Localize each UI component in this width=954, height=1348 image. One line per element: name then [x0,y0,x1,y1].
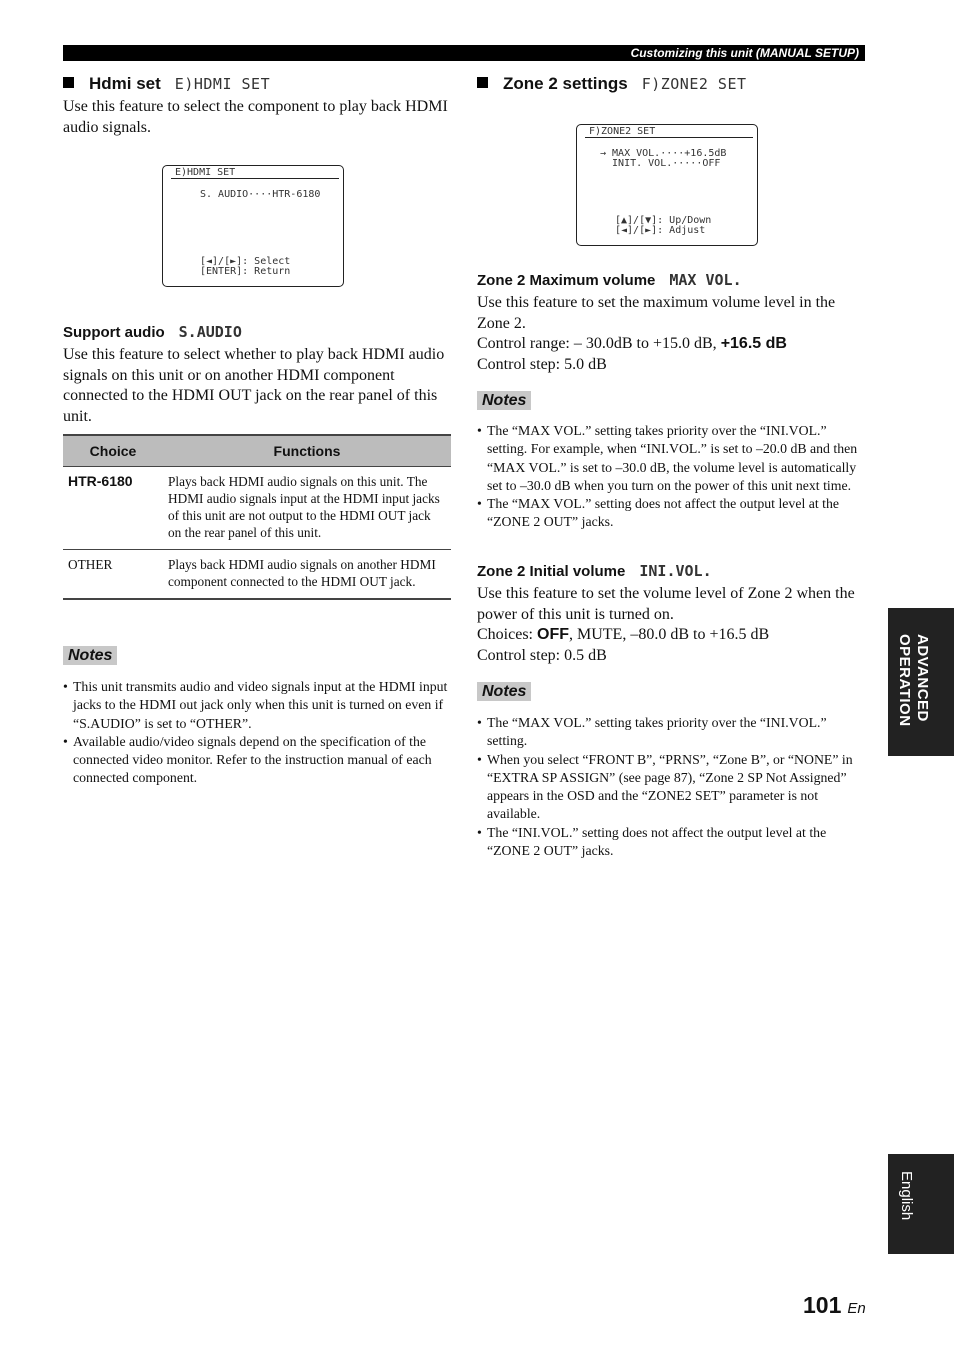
lcd-inivol-line: INIT. VOL.·····OFF [600,158,721,169]
max-volume-notes [477,422,865,532]
page-number-block [803,1292,866,1319]
lcd-divider [171,178,339,179]
initial-volume-text [477,584,867,666]
initial-volume-desc: Use this feature to set the volume level of Zone 2 when the power of this unit is turned on. [477,585,855,623]
range-prefix: Control range: – 30.0dB to +15.0 dB, [477,335,721,352]
page-lang-code: En [847,1300,866,1317]
hdmi-set-code: E)HDMI SET [174,75,271,93]
choice-table [63,434,451,600]
list-item: • The “MAX VOL.” setting does not affect the output level at the “ZONE 2 OUT” jacks. [477,495,865,532]
lcd-title: E)HDMI SET [175,167,236,178]
lcd-help-return: [ENTER]: Return [200,266,291,277]
max-volume-code: MAX VOL. [669,271,742,289]
lcd-divider [585,137,753,138]
max-volume-range [477,334,865,355]
initial-volume-heading [477,562,712,580]
row-choice: OTHER [63,550,163,600]
notes-badge: Notes [477,391,531,410]
max-volume-heading [477,271,742,289]
zone2-settings-heading [477,74,747,94]
initial-volume-notes [477,714,865,860]
hdmi-set-title: Hdmi set [89,74,161,93]
lcd-saudio-line: S. AUDIO····HTR-6180 [200,189,321,200]
tab-label-english: English [898,1171,915,1221]
support-audio-heading [63,323,242,341]
support-audio-title: Support audio [63,324,165,341]
list-item: • When you select “FRONT B”, “PRNS”, “Zone B”, or “NONE” in “EXTRA SP ASSIGN” (see page 87), “Zone 2 SP Not Assigned” appears in the OSD and the “ZONE2 SET” parameter is not available. [477,751,865,824]
col-functions-header: Functions [163,435,451,467]
tab-label-advanced: ADVANCED [914,634,931,722]
row-function: Plays back HDMI audio signals on another HDMI component connected to the HDMI OUT jack. [163,550,451,600]
square-bullet-icon [477,77,488,88]
list-item: • The “MAX VOL.” setting takes priority over the “INI.VOL.” setting. For example, when “INI.VOL.” is set to –20.0 dB and then “MAX VOL.” is set to –30.0 dB, the volume level is automatically set to –30.0 dB when you turn on the power of this unit next time. [477,422,865,495]
initial-volume-choices [477,625,867,646]
page-number: 101 [803,1292,842,1318]
list-item: • The “MAX VOL.” setting takes priority over the “INI.VOL.” setting. [477,714,865,751]
running-header-bar [63,45,865,61]
side-tab-advanced-operation [888,608,954,756]
max-volume-step: Control step: 5.0 dB [477,355,607,373]
max-volume-title: Zone 2 Maximum volume [477,272,656,289]
initial-volume-title: Zone 2 Initial volume [477,563,626,580]
initial-volume-step: Control step: 0.5 dB [477,646,607,664]
notes-label [477,683,531,701]
lcd-maxvol-line: → MAX VOL.····+16.5dB [600,148,727,159]
notes-label [477,392,531,410]
list-item: • This unit transmits audio and video signals input at the HDMI input jacks to the HDMI out jack only when this unit is turned on even if “S.AUDIO” is set to “OTHER”. [63,678,452,733]
square-bullet-icon [63,77,74,88]
lcd-help-select: [◄]/[►]: Select [200,256,291,267]
support-audio-text: Use this feature to select whether to play back HDMI audio signals on this unit or on another HDMI component connected to the HDMI OUT jack on the rear panel of this unit. [63,346,445,425]
list-item: • The “INI.VOL.” setting does not affect the output level at the “ZONE 2 OUT” jacks. [477,824,865,861]
choices-default: OFF [537,626,569,643]
choices-rest: , MUTE, –80.0 dB to +16.5 dB [569,626,770,643]
max-volume-text [477,293,865,375]
notes-badge: Notes [63,646,117,665]
running-title: Customizing this unit (MANUAL SETUP) [630,46,859,60]
zone2-settings-code: F)ZONE2 SET [641,75,747,93]
zone2-settings-title: Zone 2 settings [503,74,628,93]
hdmi-set-intro: Use this feature to select the component to play back HDMI audio signals. [63,98,448,136]
table-row [63,467,451,550]
initial-volume-code: INI.VOL. [639,562,712,580]
row-function: Plays back HDMI audio signals on this unit. The HDMI audio signals input at the HDMI input jacks of this unit are not output to the HDMI OUT jack on the rear panel of this unit. [163,467,451,550]
lcd-title: F)ZONE2 SET [589,126,656,137]
notes-label [63,647,117,665]
row-choice: HTR-6180 [63,467,163,550]
range-default: +16.5 dB [720,335,787,352]
hdmi-notes [63,678,452,788]
zone2-lcd-display [576,124,758,246]
hdmi-set-lcd-display [162,165,344,287]
side-tab-english [888,1154,954,1254]
lcd-help-adjust: [◄]/[►]: Adjust [615,225,706,236]
hdmi-set-heading [63,74,270,94]
notes-badge: Notes [477,682,531,701]
tab-label-operation: OPERATION [896,634,913,727]
list-item: • Available audio/video signals depend on the specification of the connected video monitor. Refer to the instruction manual of each connected component. [63,733,452,788]
support-audio-code: S.AUDIO [178,323,242,341]
lcd-help-updown: [▲]/[▼]: Up/Down [615,215,712,226]
table-row [63,550,451,600]
col-choice-header: Choice [63,435,163,467]
max-volume-desc: Use this feature to set the maximum volume level in the Zone 2. [477,294,836,332]
choices-prefix: Choices: [477,626,537,643]
